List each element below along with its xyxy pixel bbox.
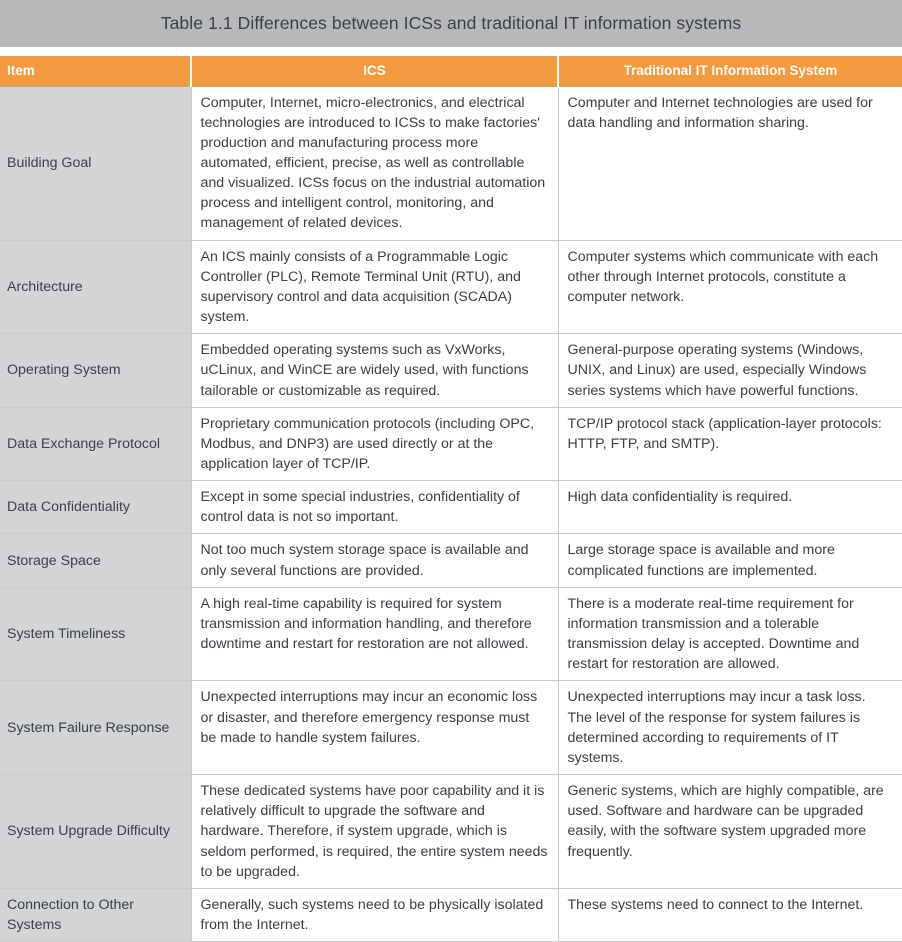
ics-description-cell: These dedicated systems have poor capability and it is relatively difficult to upgrade the software and hardware. Therefore, if system upgrade, which is seldom performed, is required, the entire system needs to be upgraded. (191, 775, 558, 889)
table-header (0, 56, 902, 86)
table-row (0, 407, 902, 480)
table-row (0, 888, 902, 941)
header-row (0, 56, 902, 86)
row-label-cell: Architecture (0, 240, 191, 334)
table-row (0, 86, 902, 240)
table-row (0, 240, 902, 334)
traditional-it-description-cell: Large storage space is available and more complicated functions are implemented. (558, 534, 902, 587)
traditional-it-description-cell: Computer and Internet technologies are used for data handling and information sharing. (558, 86, 902, 240)
ics-comparison-table (0, 56, 902, 942)
row-label-cell: System Timeliness (0, 587, 191, 681)
traditional-it-description-cell: TCP/IP protocol stack (application-layer protocols: HTTP, FTP, and SMTP). (558, 407, 902, 480)
row-label-cell: Building Goal (0, 86, 191, 240)
ics-description-cell: Unexpected interruptions may incur an economic loss or disaster, and therefore emergency response must be made to handle system failures. (191, 681, 558, 775)
ics-description-cell: An ICS mainly consists of a Programmable Logic Controller (PLC), Remote Terminal Unit (RTU), and supervisory control and data acquisition (SCADA) system. (191, 240, 558, 334)
table-row (0, 534, 902, 587)
ics-description-cell: Not too much system storage space is available and only several functions are provided. (191, 534, 558, 587)
row-label-cell: Data Exchange Protocol (0, 407, 191, 480)
caption-spacer (0, 47, 902, 56)
row-label-cell: System Failure Response (0, 681, 191, 775)
traditional-it-description-cell: These systems need to connect to the Internet. (558, 888, 902, 941)
row-label-cell: System Upgrade Difficulty (0, 775, 191, 889)
row-label-cell: Data Confidentiality (0, 481, 191, 534)
row-label-cell: Connection to Other Systems (0, 888, 191, 941)
traditional-it-description-cell: General-purpose operating systems (Windows, UNIX, and Linux) are used, especially Windows series systems which have powerful functions. (558, 334, 902, 407)
table-row (0, 681, 902, 775)
ics-description-cell: A high real-time capability is required for system transmission and information handling, and therefore downtime and restart for restoration are not allowed. (191, 587, 558, 681)
ics-description-cell: Except in some special industries, confidentiality of control data is not so important. (191, 481, 558, 534)
row-label-cell: Operating System (0, 334, 191, 407)
table-row (0, 587, 902, 681)
table-row (0, 481, 902, 534)
table-row (0, 334, 902, 407)
table-caption-banner (0, 0, 902, 47)
ics-description-cell: Generally, such systems need to be physically isolated from the Internet. (191, 888, 558, 941)
column-header-ics: ICS (191, 56, 558, 86)
row-label-cell: Storage Space (0, 534, 191, 587)
table-caption: Table 1.1 Differences between ICSs and traditional IT information systems (160, 13, 742, 33)
traditional-it-description-cell: High data confidentiality is required. (558, 481, 902, 534)
traditional-it-description-cell: Unexpected interruptions may incur a task loss. The level of the response for system failures is determined according to requirements of IT systems. (558, 681, 902, 775)
ics-description-cell: Proprietary communication protocols (including OPC, Modbus, and DNP3) are used directly or at the application layer of TCP/IP. (191, 407, 558, 480)
traditional-it-description-cell: Generic systems, which are highly compatible, are used. Software and hardware can be upgraded easily, with the software system upgraded more frequently. (558, 775, 902, 889)
table-row (0, 775, 902, 889)
table-body (0, 86, 902, 942)
column-header-item: Item (0, 56, 191, 86)
ics-description-cell: Embedded operating systems such as VxWorks, uCLinux, and WinCE are widely used, with functions tailorable or customizable as required. (191, 334, 558, 407)
column-header-traditional-it: Traditional IT Information System (558, 56, 902, 86)
ics-description-cell: Computer, Internet, micro-electronics, and electrical technologies are introduced to ICSs to make factories' production and manufacturing process more automated, efficient, precise, as well as controllable and visualized. ICSs focus on the industrial automation process and intelligent control, monitoring, and management of related devices. (191, 86, 558, 240)
traditional-it-description-cell: Computer systems which communicate with each other through Internet protocols, constitute a computer network. (558, 240, 902, 334)
traditional-it-description-cell: There is a moderate real-time requirement for information transmission and a tolerable transmission delay is accepted. Downtime and restart for restoration are allowed. (558, 587, 902, 681)
